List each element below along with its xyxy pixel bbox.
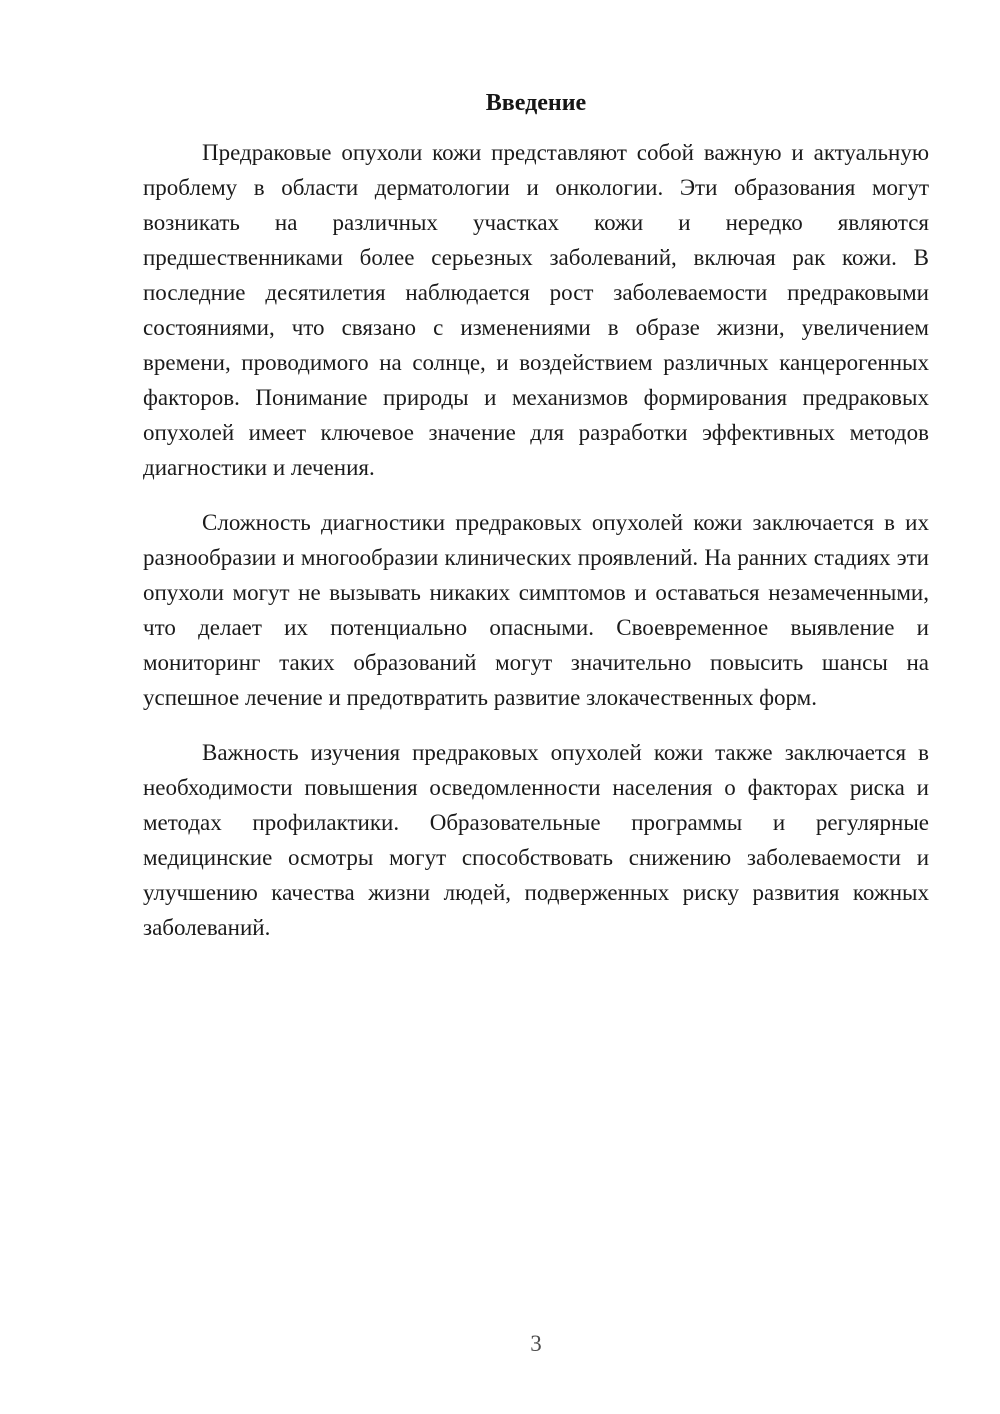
document-content (143, 86, 929, 965)
page-title: Введение (485, 90, 587, 116)
page-number: 3 (530, 1331, 542, 1356)
paragraph-intro-1: Предраковые опухоли кожи представляют собой важную и актуальную проблему в области дерматологии и онкологии. Эти образования могут возникать на различных участках кожи и нередко являются предшественниками более серьезных заболеваний, включая рак кожи. В последние десятилетия наблюдается рост заболеваемости предраковыми состояниями, что связано с изменениями в образе жизни, увеличением времени, проводимого на солнце, и воздействием различных канцерогенных факторов. Понимание природы и механизмов формирования предраковых опухолей имеет ключевое значение для разработки эффективных методов диагностики и лечения. (143, 140, 929, 480)
paragraph-intro-2: Сложность диагностики предраковых опухолей кожи заключается в их разнообразии и многообразии клинических проявлений. На ранних стадиях эти опухоли могут не вызывать никаких симптомов и оставаться незамеченными, что делает их потенциально опасными. Своевременное выявление и мониторинг таких образований могут значительно повысить шансы на успешное лечение и предотвратить развитие злокачественных форм. (143, 510, 929, 710)
paragraph-intro-3: Важность изучения предраковых опухолей кожи также заключается в необходимости повышения осведомленности населения о факторах риска и методах профилактики. Образовательные программы и регулярные медицинские осмотры могут способствовать снижению заболеваемости и улучшению качества жизни людей, подверженных риску развития кожных заболеваний. (143, 740, 929, 940)
